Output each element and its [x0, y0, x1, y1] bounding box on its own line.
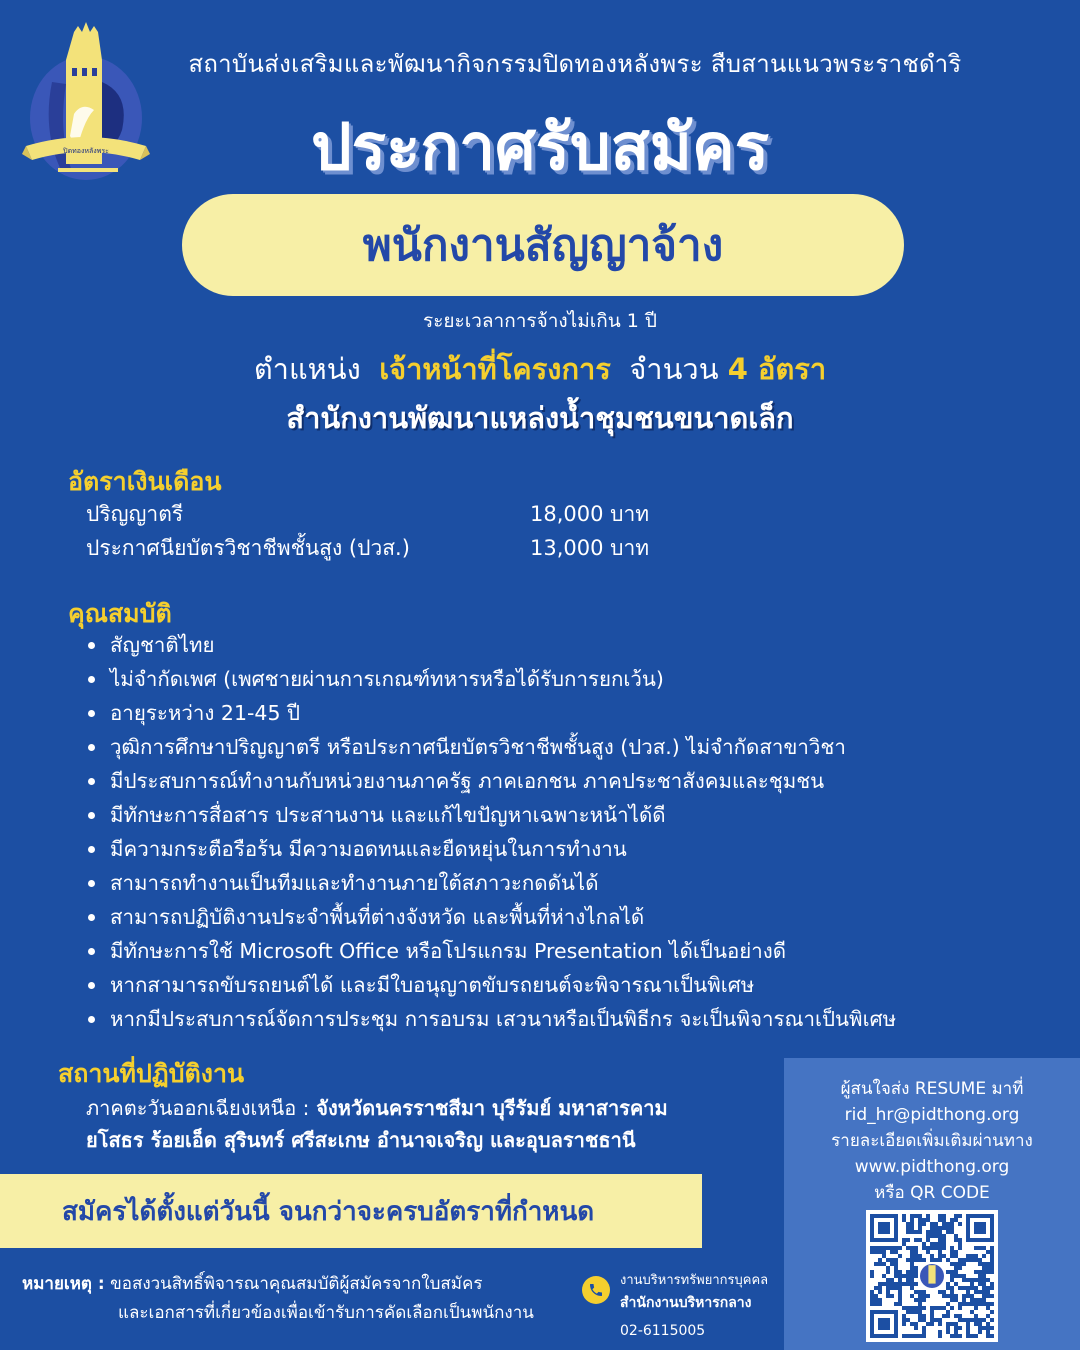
workplace-region-line — [86, 1092, 668, 1124]
salary-row — [86, 498, 649, 531]
qr-instruction: หรือ QR CODE — [874, 1183, 990, 1203]
list-item: มีทักษะการใช้ Microsoft Office หรือโปรแกรม Presentation ได้เป็นอย่างดี — [86, 936, 966, 970]
svg-text:ปิดทองหลังพระ: ปิดทองหลังพระ — [63, 147, 109, 155]
list-item: มีทักษะการสื่อสาร ประสานงาน และแก้ไขปัญหาเฉพาะหน้าได้ดี — [86, 800, 966, 834]
office-name: สำนักงานพัฒนาแหล่งน้ำชุมชนขนาดเล็ก — [286, 401, 794, 435]
list-item: มีความกระตือรือร้น มีความอดทนและยืดหยุ่นในการทำงาน — [86, 834, 966, 868]
list-item: หากมีประสบการณ์จัดการประชุม การอบรม เสวนาหรือเป็นพิธีกร จะเป็นพิจารณาเป็นพิเศษ — [86, 1004, 966, 1038]
note-line-1: ขอสงวนสิทธิ์พิจารณาคุณสมบัติผู้สมัครจากใบสมัคร — [110, 1274, 483, 1294]
salary-amount: 13,000 บาท — [530, 536, 650, 560]
apply-banner-text: สมัครได้ตั้งแต่วันนี้ จนกว่าจะครบอัตราที่กำหนด — [62, 1196, 595, 1227]
region-prefix: ภาคตะวันออกเฉียงเหนือ : — [86, 1096, 310, 1120]
position-title: เจ้าหน้าที่โครงการ — [379, 352, 611, 386]
list-item: อายุระหว่าง 21-45 ปี — [86, 698, 966, 732]
resume-instruction: ผู้สนใจส่ง RESUME มาที่ — [840, 1079, 1024, 1099]
contact-phone: 02-6115005 — [620, 1323, 706, 1339]
headline: ประกาศรับสมัคร — [310, 111, 770, 185]
salary-degree: ปริญญาตรี — [86, 502, 184, 526]
hr-email[interactable]: rid_hr@pidthong.org — [844, 1105, 1020, 1125]
provinces-line-1: จังหวัดนครราชสีมา บุรีรัมย์ มหาสารคาม — [316, 1096, 668, 1120]
qualifications-list — [86, 630, 966, 1038]
job-type-label: พนักงานสัญญาจ้าง — [362, 220, 724, 271]
footnote — [22, 1270, 582, 1328]
list-item: วุฒิการศึกษาปริญญาตรี หรือประกาศนียบัตรวิชาชีพชั้นสูง (ปวส.) ไม่จำกัดสาขาวิชา — [86, 732, 966, 766]
provinces-line-2: ยโสธร ร้อยเอ็ด สุรินทร์ ศรีสะเกษ อำนาจเจริญ และอุบลราชธานี — [86, 1128, 636, 1152]
count-prefix: จำนวน — [629, 352, 719, 386]
contact-office: สำนักงานบริหารกลาง — [620, 1295, 752, 1311]
contact-dept: งานบริหารทรัพยากรบุคคล — [620, 1273, 769, 1288]
job-type-banner — [182, 194, 904, 296]
position-line — [0, 346, 1080, 392]
organization-name: สถาบันส่งเสริมและพัฒนากิจกรรมปิดทองหลังพระ สืบสานแนวพระราชดำริ — [188, 50, 962, 78]
position-prefix: ตำแหน่ง — [253, 352, 361, 386]
employment-duration: ระยะเวลาการจ้างไม่เกิน 1 ปี — [423, 310, 657, 332]
list-item: สามารถทำงานเป็นทีมและทำงานภายใต้สภาวะกดดันได้ — [86, 868, 966, 902]
organization-logo — [22, 22, 150, 192]
salary-row — [86, 532, 649, 565]
workplace-title: สถานที่ปฏิบัติงาน — [58, 1059, 245, 1088]
list-item: หากสามารถขับรถยนต์ได้ และมีใบอนุญาตขับรถยนต์จะพิจารณาเป็นพิเศษ — [86, 970, 966, 1004]
apply-banner — [0, 1174, 702, 1248]
more-info-text: รายละเอียดเพิ่มเติมผ่านทาง — [831, 1131, 1033, 1151]
list-item: สัญชาติไทย — [86, 630, 966, 664]
list-item: มีประสบการณ์ทำงานกับหน่วยงานภาครัฐ ภาคเอกชน ภาคประชาสังคมและชุมชน — [86, 766, 966, 800]
note-label: หมายเหตุ : — [22, 1274, 105, 1294]
website-link[interactable]: www.pidthong.org — [854, 1157, 1010, 1177]
list-item: สามารถปฏิบัติงานประจำพื้นที่ต่างจังหวัด และพื้นที่ห่างไกลได้ — [86, 902, 966, 936]
phone-icon — [582, 1276, 610, 1304]
qualifications-title: คุณสมบัติ — [68, 599, 172, 628]
note-line-2: และเอกสารที่เกี่ยวข้องเพื่อเข้ารับการคัดเลือกเป็นพนักงาน — [118, 1303, 534, 1323]
position-count: 4 อัตรา — [727, 352, 827, 386]
salary-amount: 18,000 บาท — [530, 502, 650, 526]
salary-title: อัตราเงินเดือน — [68, 467, 222, 496]
qr-code[interactable] — [866, 1210, 998, 1342]
application-info-box — [784, 1058, 1080, 1350]
salary-degree: ประกาศนียบัตรวิชาชีพชั้นสูง (ปวส.) — [86, 536, 410, 560]
list-item: ไม่จำกัดเพศ (เพศชายผ่านการเกณฑ์ทหารหรือได้รับการยกเว้น) — [86, 664, 966, 698]
